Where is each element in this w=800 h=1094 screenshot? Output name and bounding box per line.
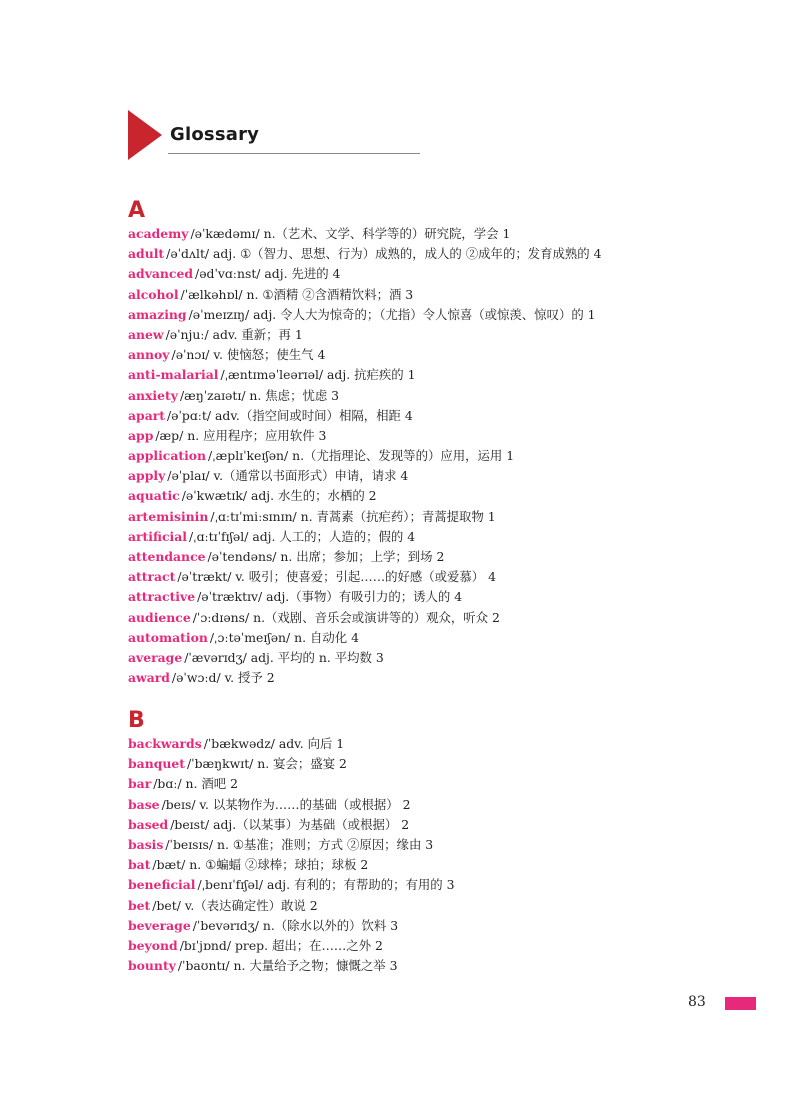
glossary-entry <box>128 244 728 264</box>
glossary-entry <box>128 446 728 466</box>
entry-definition: /əˈnjuː/ adv. 重新；再 1 <box>165 326 303 342</box>
entry-word: attendance <box>128 549 206 564</box>
entry-definition: /bɪˈjɒnd/ prep. 超出；在……之外 2 <box>179 937 383 953</box>
entry-definition: /beɪs/ v. 以某物作为……的基础（或根据） 2 <box>161 796 411 812</box>
glossary-entry <box>128 648 728 668</box>
entry-definition: /ˈbækwədz/ adv. 向后 1 <box>203 736 345 751</box>
entry-definition: /əˈmeɪzɪŋ/ adj. 令人大为惊奇的；（尤指）令人惊喜（或惊羡、惊叹）的 1 <box>188 306 596 322</box>
entry-word: artemisinin <box>128 508 209 524</box>
glossary-section-a <box>128 198 728 688</box>
page-title: Glossary <box>170 124 260 145</box>
entry-definition: /beɪst/ adj.（以某事）为基础（或根据） 2 <box>170 816 410 832</box>
entry-word: award <box>128 670 170 686</box>
entry-definition: /ədˈvɑːnst/ adj. 先进的 4 <box>195 266 341 282</box>
entry-definition: /ˈævərɪdʒ/ adj. 平均的 n. 平均数 3 <box>184 649 384 665</box>
entry-word: beyond <box>128 937 178 953</box>
glossary-entry <box>128 285 728 305</box>
glossary-entry <box>128 815 728 835</box>
entry-definition: /əˈpɑːt/ adv.（指空间或时间）相隔，相距 4 <box>166 407 413 423</box>
entry-definition: /əˈtrækt/ v. 吸引；使喜爱；引起……的好感（或爱慕） 4 <box>177 569 497 585</box>
entry-word: bounty <box>128 958 176 974</box>
entry-definition: /əˈwɔːd/ v. 授予 2 <box>171 670 275 686</box>
glossary-entry <box>128 345 728 365</box>
entry-word: adult <box>128 246 165 262</box>
glossary-entry <box>128 774 728 794</box>
glossary-entry <box>128 224 728 244</box>
glossary-entry <box>128 305 728 325</box>
entry-word: application <box>128 448 207 464</box>
entry-definition: /æp/ n. 应用程序；应用软件 3 <box>155 427 327 443</box>
entry-word: artificial <box>128 528 187 544</box>
entry-word: base <box>128 796 160 812</box>
entry-definition: /bɑː/ n. 酒吧 2 <box>153 776 239 792</box>
entry-word: alcohol <box>128 286 179 302</box>
glossary-entry <box>128 875 728 895</box>
glossary-entry <box>128 608 728 628</box>
entry-definition: /əˈtendəns/ n. 出席；参加；上学；到场 2 <box>207 549 445 564</box>
glossary-entry <box>128 386 728 406</box>
glossary-entry <box>128 795 728 815</box>
entry-definition: /ˈɔːdɪəns/ n.（戏剧、音乐会或演讲等的）观众，听众 2 <box>192 609 500 625</box>
entry-word: attractive <box>128 589 196 605</box>
glossary-entry <box>128 916 728 936</box>
entry-definition: /ˈælkəhɒl/ n. ①酒精 ②含酒精饮料；酒 3 <box>180 286 414 302</box>
glossary-entry <box>128 587 728 607</box>
entry-word: based <box>128 816 169 832</box>
glossary-entry <box>128 547 728 567</box>
glossary-entry <box>128 754 728 774</box>
entry-word: attract <box>128 569 176 585</box>
glossary-entry <box>128 507 728 527</box>
glossary-entry <box>128 956 728 976</box>
entry-definition: /əˈtræktɪv/ adj.（事物）有吸引力的；诱人的 4 <box>197 589 463 605</box>
section-arrow-icon <box>128 110 162 160</box>
glossary-entry <box>128 466 728 486</box>
glossary-header <box>128 110 398 160</box>
entry-word: beverage <box>128 917 191 933</box>
entry-definition: /əˈdʌlt/ adj. ①（智力、思想、行为）成熟的，成人的 ②成年的；发育成熟的 4 <box>166 246 602 262</box>
entry-definition: /ˈbæŋkwɪt/ n. 宴会；盛宴 2 <box>186 756 347 772</box>
glossary-section-b <box>128 708 728 976</box>
entry-definition: /bæt/ n. ①蝙蝠 ②球棒；球拍；球板 2 <box>152 857 369 873</box>
entry-word: bar <box>128 776 152 792</box>
glossary-entry <box>128 426 728 446</box>
entry-definition: /ˌæntɪməˈleərɪəl/ adj. 抗疟疾的 1 <box>220 367 416 383</box>
entry-word: audience <box>128 609 191 625</box>
entry-definition: /bet/ v.（表达确定性）敢说 2 <box>152 897 318 913</box>
glossary-entry <box>128 896 728 916</box>
glossary-entry <box>128 264 728 284</box>
entry-definition: /ˈbaʊntɪ/ n. 大量给予之物；慷慨之举 3 <box>177 958 398 974</box>
section-letter: A <box>128 198 146 223</box>
entry-word: beneficial <box>128 877 196 893</box>
glossary-entry <box>128 835 728 855</box>
entry-word: automation <box>128 629 208 645</box>
entry-definition: /əˈnɔɪ/ v. 使恼怒；使生气 4 <box>171 347 326 363</box>
entry-word: bet <box>128 897 151 913</box>
glossary-entry <box>128 668 728 688</box>
glossary-entry <box>128 855 728 875</box>
entry-definition: /əˈkædəmɪ/ n.（艺术、文学、科学等的）研究院，学会 1 <box>190 226 511 241</box>
section-letter: B <box>128 708 145 733</box>
entry-word: advanced <box>128 266 194 282</box>
entry-definition: /ˌɔːtəˈmeɪʃən/ n. 自动化 4 <box>209 629 359 645</box>
glossary-entry <box>128 406 728 426</box>
glossary-entry <box>128 486 728 506</box>
entry-word: anti-malarial <box>128 367 219 383</box>
glossary-entry <box>128 734 728 754</box>
entry-definition: /əˈplaɪ/ v.（通常以书面形式）申请，请求 4 <box>167 468 409 484</box>
glossary-entry <box>128 365 728 385</box>
glossary-entry <box>128 325 728 345</box>
entry-word: average <box>128 649 183 665</box>
entry-definition: /ˈbeɪsɪs/ n. ①基准；准则；方式 ②原因；缘由 3 <box>165 836 434 852</box>
entry-word: anew <box>128 326 164 342</box>
entry-definition: /æŋˈzaɪətɪ/ n. 焦虑；忧虑 3 <box>179 387 340 403</box>
entry-word: apart <box>128 407 165 423</box>
entry-definition: /ˌæplɪˈkeɪʃən/ n.（尤指理论、发现等的）应用，运用 1 <box>208 448 515 464</box>
glossary-entry <box>128 936 728 956</box>
entry-word: basis <box>128 836 164 852</box>
page-marker-bar <box>725 997 756 1010</box>
entry-definition: /ˌɑːtɪˈfɪʃəl/ adj. 人工的；人造的；假的 4 <box>188 528 416 544</box>
glossary-entry <box>128 527 728 547</box>
entry-definition: /ˌbenɪˈfɪʃəl/ adj. 有利的；有帮助的；有用的 3 <box>197 877 455 893</box>
glossary-entry <box>128 567 728 587</box>
entry-word: bat <box>128 857 151 873</box>
page-number: 83 <box>688 994 706 1010</box>
entry-word: backwards <box>128 736 202 751</box>
entry-word: aquatic <box>128 488 180 504</box>
entry-definition: /ˈbevərɪdʒ/ n.（除水以外的）饮料 3 <box>192 917 399 933</box>
entry-word: amazing <box>128 306 187 322</box>
entry-word: banquet <box>128 756 185 772</box>
entry-word: annoy <box>128 347 170 363</box>
glossary-entry <box>128 628 728 648</box>
entry-word: anxiety <box>128 387 178 403</box>
entry-definition: /ˌɑːtɪˈmiːsɪnɪn/ n. 青蒿素（抗疟药）；青蒿提取物 1 <box>210 508 496 524</box>
entry-word: apply <box>128 468 166 484</box>
title-underline <box>168 153 420 154</box>
entry-word: academy <box>128 226 189 241</box>
entry-definition: /əˈkwætɪk/ adj. 水生的；水栖的 2 <box>181 488 377 504</box>
entry-word: app <box>128 427 154 443</box>
